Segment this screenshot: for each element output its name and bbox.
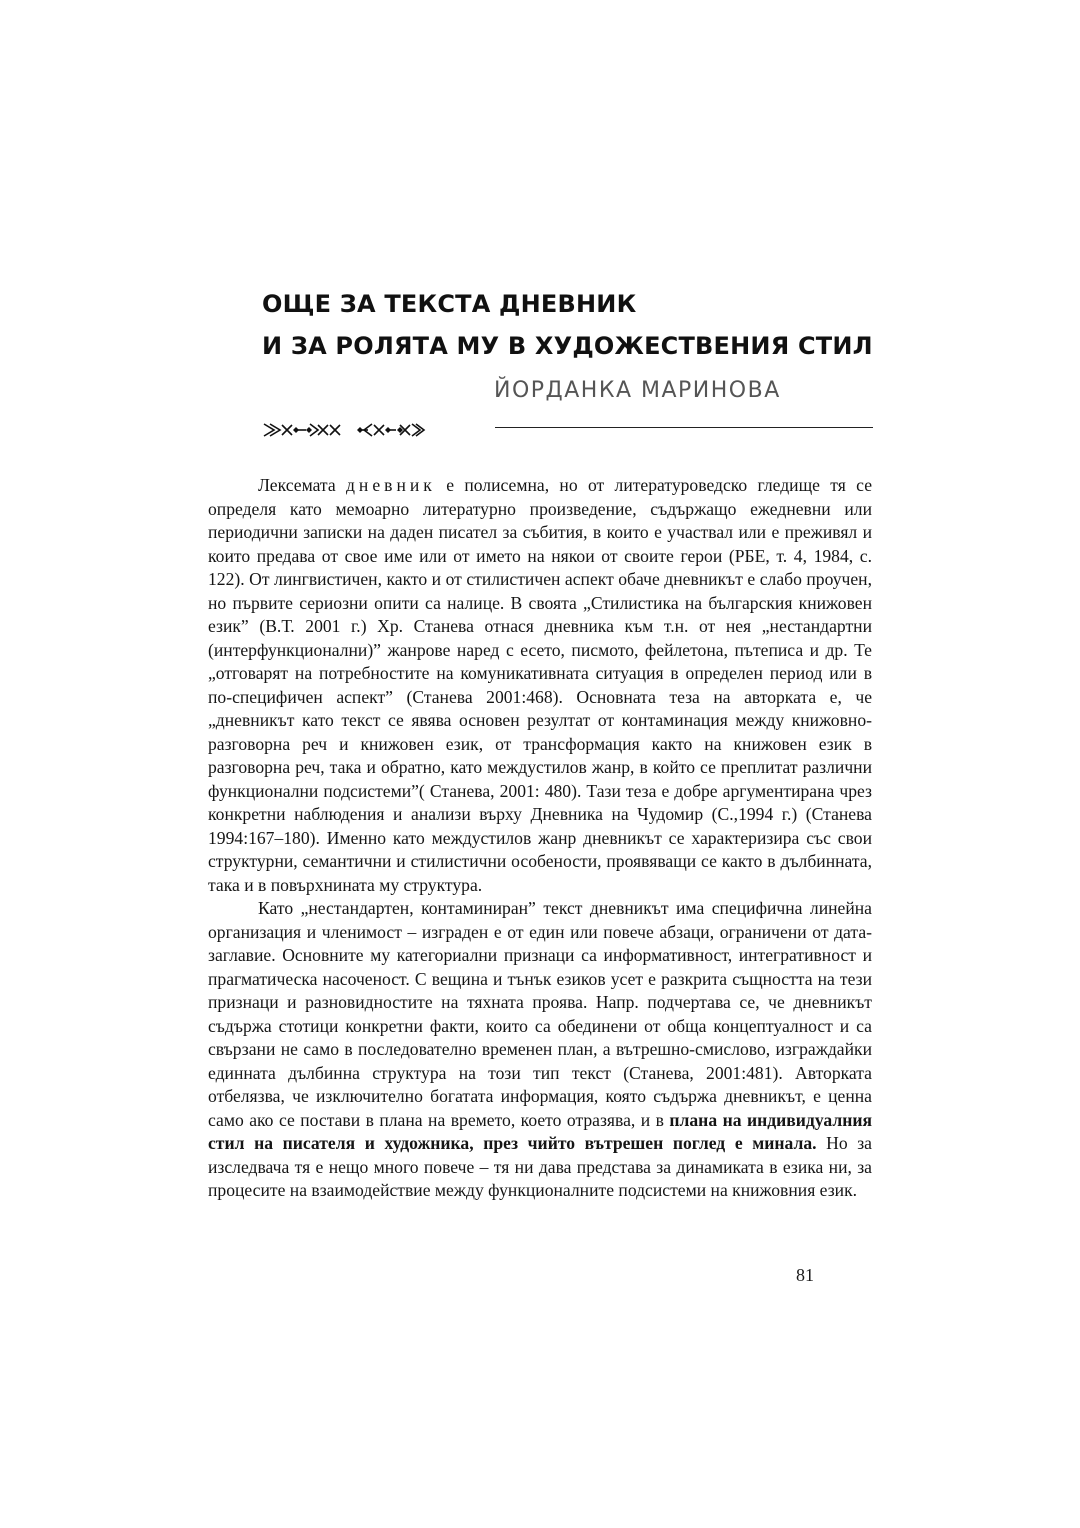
decorative-ornament-icon [260, 418, 428, 442]
article-title-line-2: И ЗА РОЛЯТА МУ В ХУДОЖЕСТВЕНИЯ СТИЛ [262, 332, 873, 360]
paragraph-1-text-b: е полисемна, но от литературоведско гледище тя се определя като мемоарно литературно произведение, съдържащо ежедневни или периодични записки на даден писател за събития, в които е участвал или е преживял и които предава от свое име или от името на някои от своите герои (РБЕ, т. 4, 1984, с. 122). От лингвистичен, както и от стилистичен аспект обаче дневникът е слабо проучен, но първите сериозни опити са налице. В своята „Стилистика на българския книжовен език” (В.Т. 2001 г.) Хр. Станева отнася дневника към т.н. от нея „нестандартни (интерфункционални)” жанрове наред с есето, писмото, фейлетона, пътеписа и др. Те „отговарят на потребностите на комуникативната ситуация в определен период или в по-специфичен аспект” (Станева 2001:468). Основната теза на авторката е, че „дневникът като текст се явява основен резултат от контаминация между книжовно-разговорна реч и книжовен език, от трансформация както на книжовен език в разговорна реч, така и обратно, като междустилов жанр, в който се преплитат различни функционални подсистеми”( Станева, 2001: 480). Тази теза е добре аргументирана чрез конкретни наблюдения и анализи върху Дневника на Чудомир (С.,1994 г.) (Станева 1994:167–180). Именно като междустилов жанр дневникът се характеризира със свои структурни, семантични и стилистични особености, проявяващи се както в дълбинната, така и в повърхнината му структура. [208, 475, 872, 895]
paragraph-1 [208, 474, 872, 897]
paragraph-1-text-a: Лексемата [258, 475, 346, 495]
page-number: 81 [796, 1265, 814, 1285]
author-name: ЙОРДАНКА МАРИНОВА [494, 378, 781, 403]
paragraph-2 [208, 897, 872, 1203]
article-title-line-1: ОЩЕ ЗА ТЕКСТА ДНЕВНИК [262, 290, 637, 318]
paragraph-2-text-b: Но за изследвача тя е нещо много повече – тя ни дава представа за динамиката в езика ни, за процесите на взаимодействие между функционалните подсистеми на книжовния език. [208, 1133, 872, 1200]
header-rule [495, 427, 873, 428]
bold-emphasis: плана на индивидуалния стил на писателя и художника, през чийто вътрешен поглед е минала. [208, 1109, 872, 1153]
spaced-term: дневник [345, 475, 436, 495]
article-body [208, 474, 872, 1203]
paragraph-2-text-a: Като „нестандартен, контаминиран” текст дневникът има специфична линейна организация и членимост – изграден е от един или повече абзаци, ограничени от дата-заглавие. Основните му категориални признаци са информативност, интегративност и прагматическа насоченост. С вещина и тънък езиков усет е разкрита същността на тези признаци и разновидностите на тяхната проява. Напр. подчертава се, че дневникът съдържа стотици конкретни факти, които са обединени от обща концептуалност и са свързани не само в последователно временен план, а вътрешно-смислово, изграждайки единната дълбинна структура на този тип текст (Станева, 2001:481). Авторката отбелязва, че изключително богатата информация, която съдържа дневникът, е ценна само ако се постави в плана на времето, което отразява, и в [208, 898, 872, 1130]
